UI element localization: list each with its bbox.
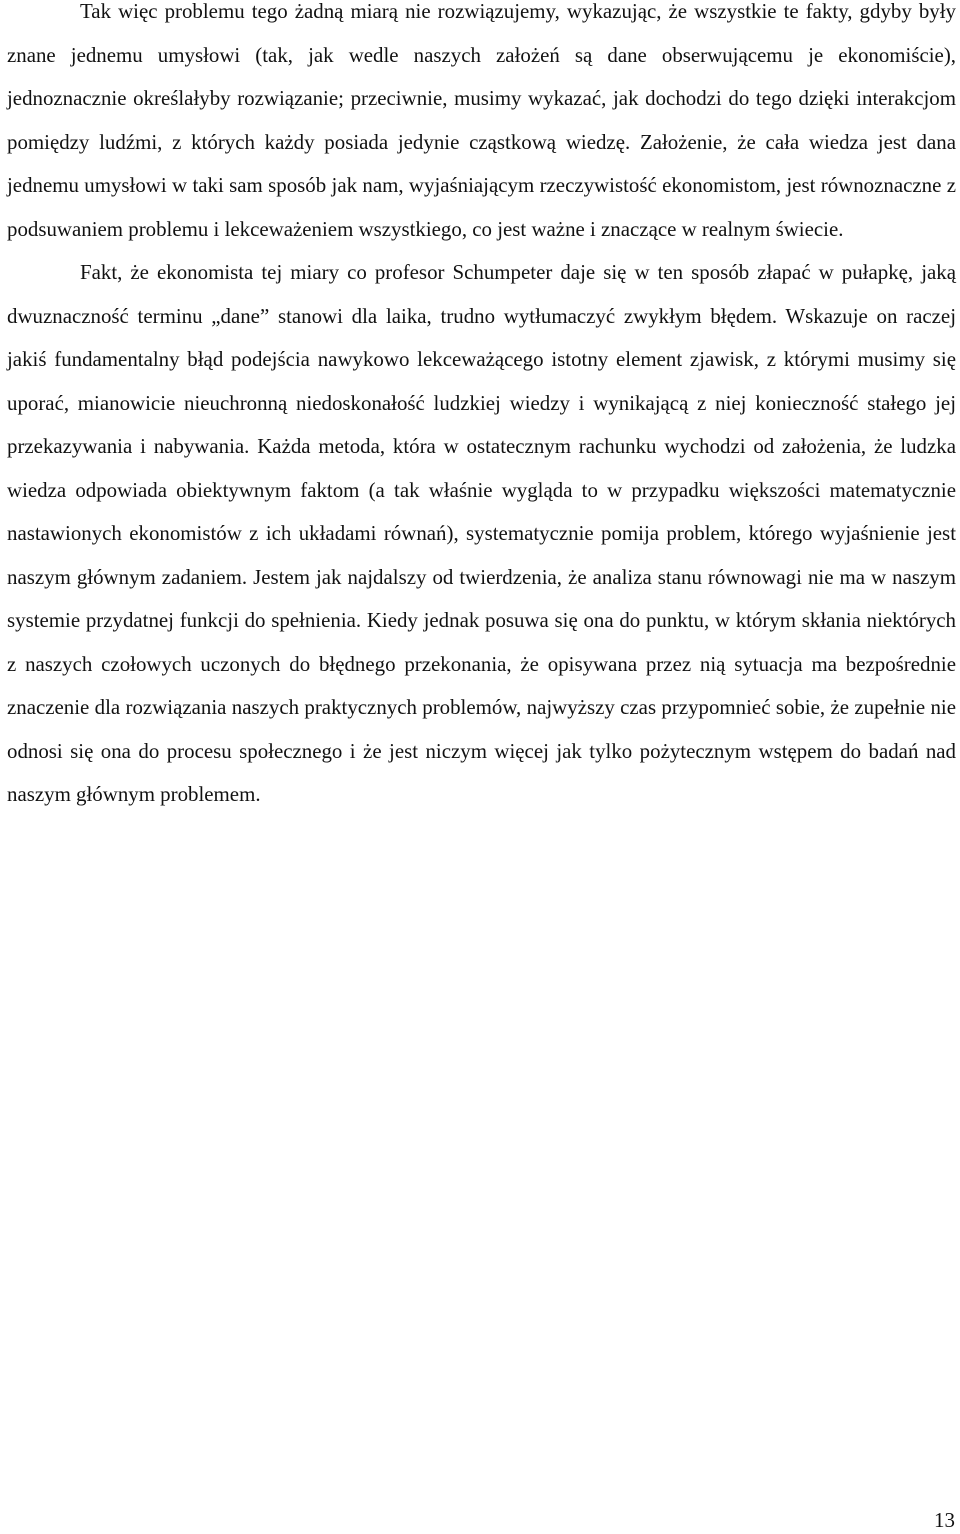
page-number: 13 [934,1508,955,1532]
paragraph-2: Fakt, że ekonomista tej miary co profesor Schumpeter daje się w ten sposób złapać w pułapkę, jaką dwuznaczność terminu „dane” stanowi dla laika, trudno wytłumaczyć zwykłym błędem. Wskazuje on raczej jakiś fundamentalny błąd podejścia nawykowo lekceważącego istotny element zjawisk, z którymi musimy się uporać, mianowicie nieuchronną niedoskonałość ludzkiej wiedzy i wynikającą z niej konieczność stałego jej przekazywania i nabywania. Każda metoda, która w ostatecznym rachunku wychodzi od założenia, że ludzka wiedza odpowiada obiektywnym faktom (a tak właśnie wygląda to w przypadku większości matematycznie nastawionych ekonomistów z ich układami równań), systematycznie pomija problem, którego wyjaśnienie jest naszym głównym zadaniem. Jestem jak najdalszy od twierdzenia, że analiza stanu równowagi nie ma w naszym systemie przydatnej funkcji do spełnienia. Kiedy jednak posuwa się ona do punktu, w którym skłania niektórych z naszych czołowych uczonych do błędnego przekonania, że opisywana przez nią sytuacja ma bezpośrednie znaczenie dla rozwiązania naszych praktycznych problemów, najwyższy czas przypomnieć sobie, że zupełnie nie odnosi się ona do procesu społecznego i że jest niczym więcej jak tylko pożytecznym wstępem do badań nad naszym głównym problemem. [7,260,956,806]
document-page [7,0,956,817]
paragraph-1: Tak więc problemu tego żadną miarą nie rozwiązujemy, wykazując, że wszystkie te fakty, gdyby były znane jednemu umysłowi (tak, jak wedle naszych założeń są dane obserwującemu je ekonomiście), jednoznacznie określałyby rozwiązanie; przeciwnie, musimy wykazać, jak dochodzi do tego dzięki interakcjom pomiędzy ludźmi, z których każdy posiada jedynie cząstkową wiedzę. Założenie, że cała wiedza jest dana jednemu umysłowi w taki sam sposób jak nam, wyjaśniającym rzeczywistość ekonomistom, jest równoznaczne z podsuwaniem problemu i lekceważeniem wszystkiego, co jest ważne i znaczące w realnym świecie. [7,0,956,241]
